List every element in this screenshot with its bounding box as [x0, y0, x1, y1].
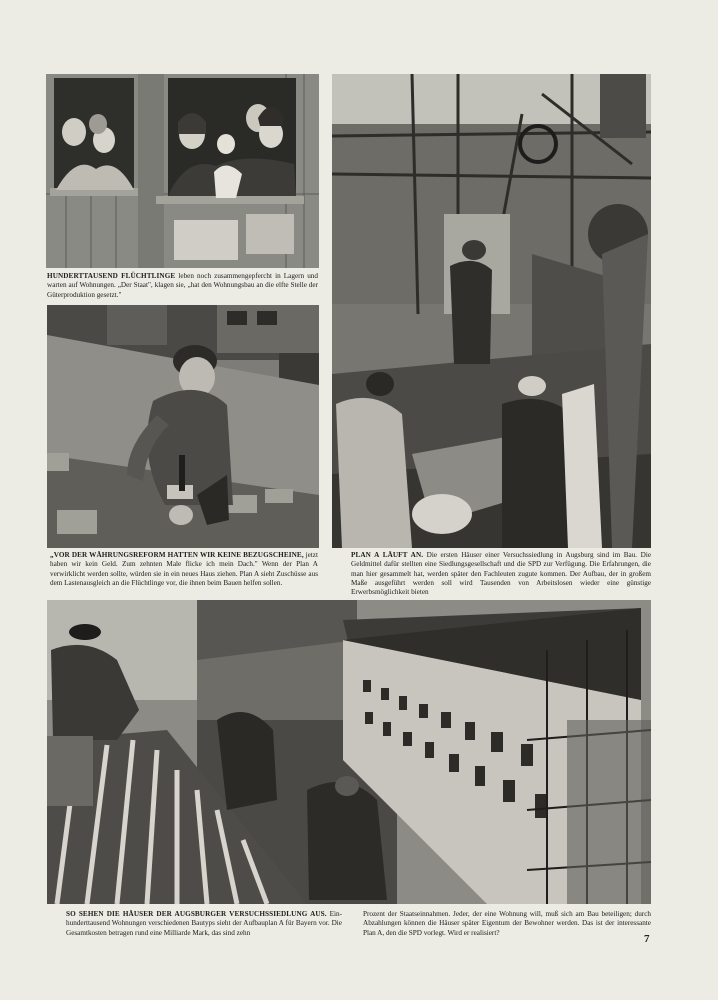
page-number: 7 [644, 933, 650, 945]
photo-refugees-window [46, 74, 319, 268]
caption-refugees [47, 272, 318, 300]
caption-houses-left-lead: SO SEHEN DIE HÄUSER DER AUGSBURGER VERSUCHSSIEDLUNG AUS. [66, 910, 327, 918]
caption-houses-right-text: Prozent der Staatseinnahmen. Jeder, der eine Wohnung will, muß sich am Bau beteiligen; durch Abzahlungen können die Häuser später Eigentum der Bewohner werden. Das ist der interessante Plan A, den die SPD vorlegt. Wird er realisiert? [363, 910, 651, 937]
caption-plan-a [351, 551, 651, 597]
caption-refugees-lead: HUNDERTTAUSEND FLÜCHTLINGE [47, 272, 176, 280]
photo-settlement-houses [47, 600, 651, 904]
caption-houses-right [363, 910, 651, 938]
caption-currency-reform-lead: „VOR DER WÄHRUNGSREFORM HATTEN WIR KEINE BEZUGSCHEINE, [50, 551, 304, 559]
photo-construction-site [332, 74, 651, 548]
caption-plan-a-lead: PLAN A LÄUFT AN. [351, 551, 424, 559]
caption-currency-reform [50, 551, 318, 588]
caption-houses-left [66, 910, 342, 938]
caption-houses-left-text: Einhunderttausend Wohnungen verschiedenen Bautyps sieht der Aufbauplan A für Bayern vor. Die Gesamtkosten betragen rund eine Milliarde Mark, das sind zehn [66, 910, 342, 937]
caption-refugees-text: leben noch zusammengepfercht in Lagern und warten auf Wohnungen. „Der Staat", klagen sie, „hat den Wohnungsbau an die elfte Stelle der Güterproduktion gesetzt." [47, 272, 318, 299]
photo-roof-repair [47, 305, 319, 548]
caption-currency-reform-text: jetzt haben wir kein Geld. Zum zehnten Male flicke ich mein Dach." Wenn der Plan A verwirklicht werden sollte, würden sie in ein neues Haus ziehen. Plan A sieht Zuschüsse aus dem Lastenausgleich an die Flüchtlinge vor, die ihnen beim Bauen helfen sollen. [50, 551, 318, 587]
caption-plan-a-text: Die ersten Häuser einer Versuchssiedlung in Augsburg sind im Bau. Die Geldmittel dafür stellten eine Siedlungsgesellschaft und die SPD zur Verfügung. Die Erfahrungen, die man hier gesammelt hat, werden später den Fachleuten zugute kommen. Der Aufbau, der in großem Maße ausgeführt werden soll wird Tausenden von Arbeitslosen wieder eine günstige Erwerbsmöglichkeit bieten [351, 551, 652, 597]
